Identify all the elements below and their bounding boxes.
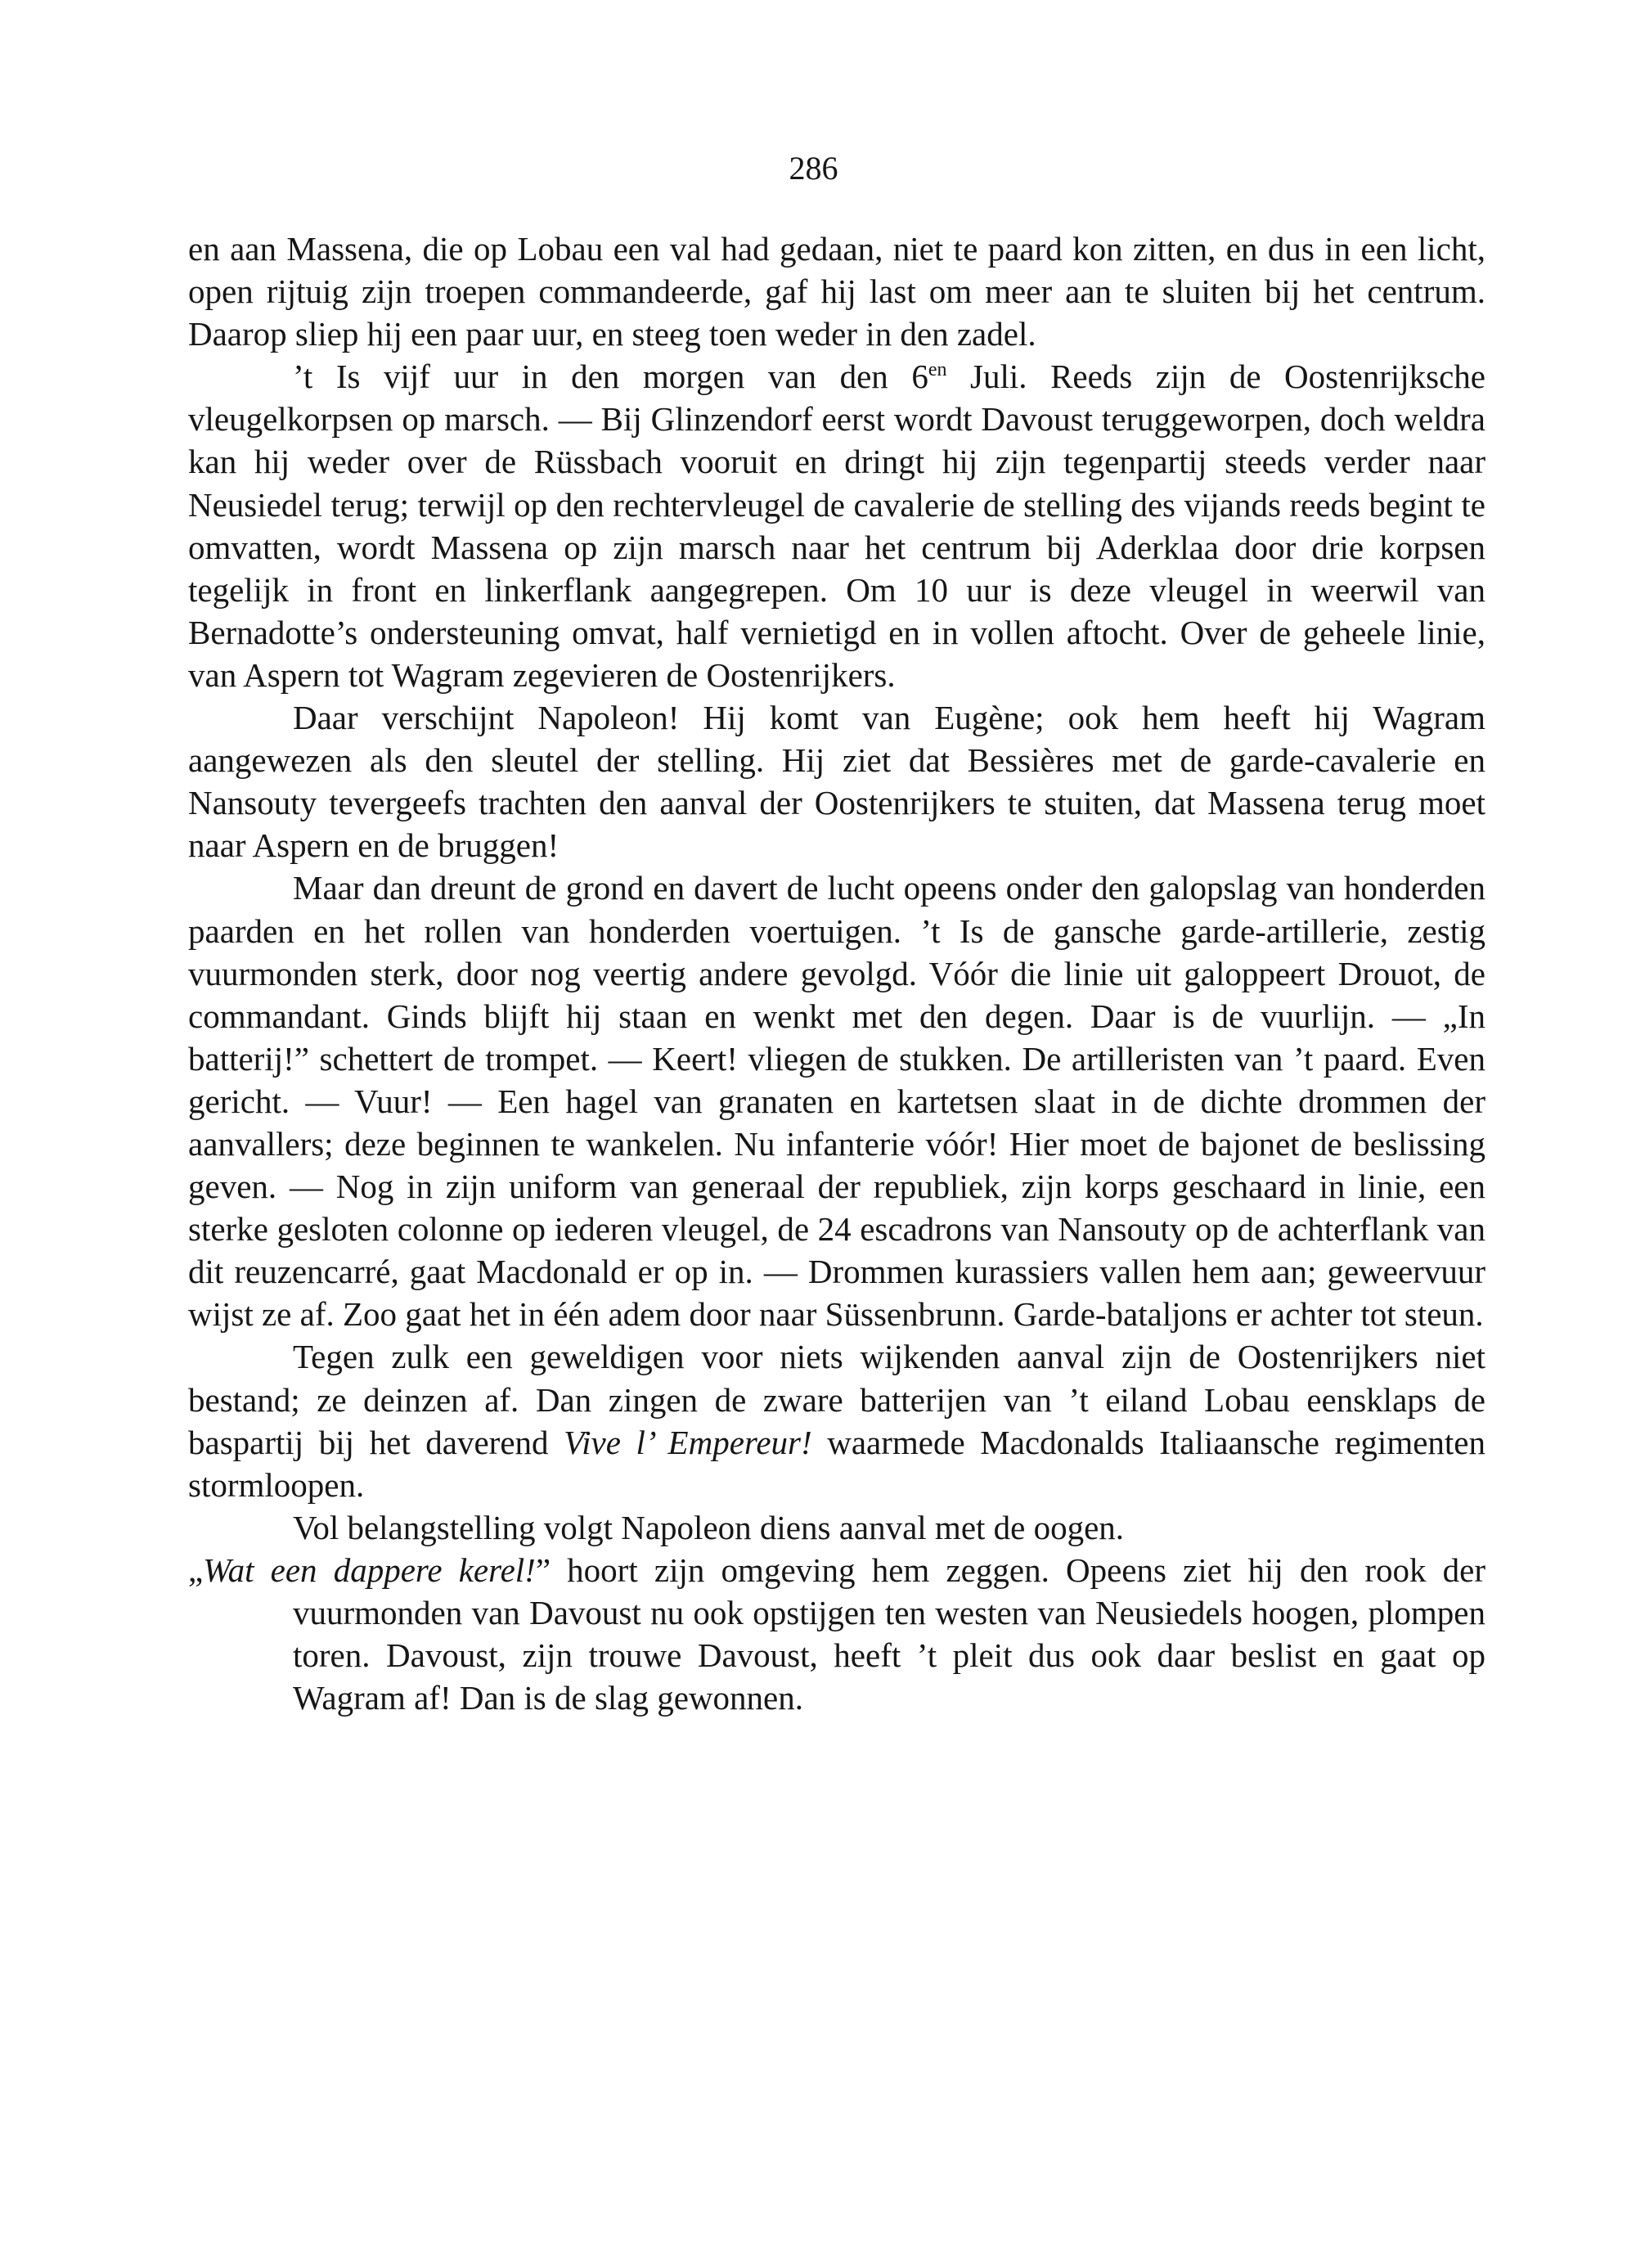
opening-quote: „ <box>188 1550 204 1589</box>
superscript-en: en <box>928 359 947 381</box>
italic-quote: Wat een dappere kerel! <box>203 1550 536 1589</box>
paragraph-2 <box>188 355 1485 696</box>
body-text <box>188 227 1485 1719</box>
paragraph-5-text-end: waarmede Macdonalds Italiaansche regimenten stormloopen. <box>188 1423 1485 1504</box>
paragraph-1: en aan Massena, die op Lobau een val had gedaan, niet te paard kon zitten, en dus in een licht, open rijtuig zijn troepen commandeerde, gaf hij last om meer aan te sluiten bij het centrum. Daarop sliep hij een paar uur, en steeg toen weder in den zadel. <box>188 230 1485 353</box>
page-number: 286 <box>789 150 838 187</box>
italic-exclamation: Vive l’ Empereur! <box>564 1423 812 1461</box>
paragraph-2-text-start: ’t Is vijf uur in den morgen van den 6 <box>293 358 928 396</box>
paragraph-6: Vol belangstelling volgt Napoleon diens aanval met de oogen. <box>293 1508 1125 1546</box>
paragraph-3: Daar verschijnt Napoleon! Hij komt van Eugène; ook hem heeft hij Wagram aangewezen als den sleutel der stelling. Hij ziet dat Bessières met de garde-cavalerie en Nansouty tevergeefs trachten den aanval der Oostenrijkers te stuiten, dat Massena terug moet naar Aspern en de bruggen! <box>188 699 1485 865</box>
paragraph-7 <box>188 1549 1485 1719</box>
paragraph-7-text-end: ” hoort zijn omgeving hem zeggen. Opeens ziet hij den rook der vuurmonden van Davoust nu ook opstijgen ten westen van Neusiedels hoogen, plompen toren. Davoust, zijn trouwe Davoust, heeft ’t pleit dus ook daar beslist en gaat op Wagram af! Dan is de slag gewonnen. <box>293 1550 1485 1717</box>
paragraph-5 <box>188 1335 1485 1505</box>
paragraph-2-text-end: Juli. Reeds zijn de Oostenrijksche vleugelkorpsen op marsch. — Bij Glinzendorf eerst wordt Davoust teruggeworpen, doch weldra kan hij weder over de Rüssbach vooruit en dringt hij zijn tegenpartij steeds verder naar Neusiedel terug; terwijl op den rechtervleugel de cavalerie de stelling des vijands reeds begint te omvatten, wordt Massena op zijn marsch naar het centrum bij Aderklaa door drie korpsen tegelijk in front en linkerflank aangegrepen. Om 10 uur is deze vleugel in weerwil van Bernadotte’s ondersteuning omvat, half vernietigd en in vollen aftocht. Over de geheele linie, van Aspern tot Wagram zegevieren de Oostenrijkers. <box>188 358 1485 694</box>
paragraph-4: Maar dan dreunt de grond en davert de lucht opeens onder den galopslag van honderden paarden en het rollen van honderden voertuigen. ’t Is de gansche garde-artillerie, zestig vuurmonden sterk, door nog veertig andere gevolgd. Vóór die linie uit galoppeert Drouot, de commandant. Ginds blijft hij staan en wenkt met den degen. Daar is de vuurlijn. — „In batterij!” schettert de trompet. — Keert! vliegen de stukken. De artilleristen van ’t paard. Even gericht. — Vuur! — Een hagel van granaten en kartetsen slaat in de dichte drommen der aanvallers; deze beginnen te wankelen. Nu infanterie vóór! Hier moet de bajonet de beslissing geven. — Nog in zijn uniform van generaal der republiek, zijn korps geschaard in linie, een sterke gesloten colonne op iederen vleugel, de 24 escadrons van Nansouty op de achterflank van dit reuzencarré, gaat Macdonald er op in. — Drommen kurassiers vallen hem aan; geweervuur wijst ze af. Zoo gaat het in één adem door naar Süssenbrunn. Garde-bataljons er achter tot steun. <box>188 869 1485 1334</box>
paragraph-5-text-start: Tegen zulk een geweldigen voor niets wijkenden aanval zijn de Oostenrijkers niet bestand; ze deinzen af. Dan zingen de zware batterijen van ’t eiland Lobau eensklaps de baspartij bij het daverend <box>188 1338 1485 1461</box>
